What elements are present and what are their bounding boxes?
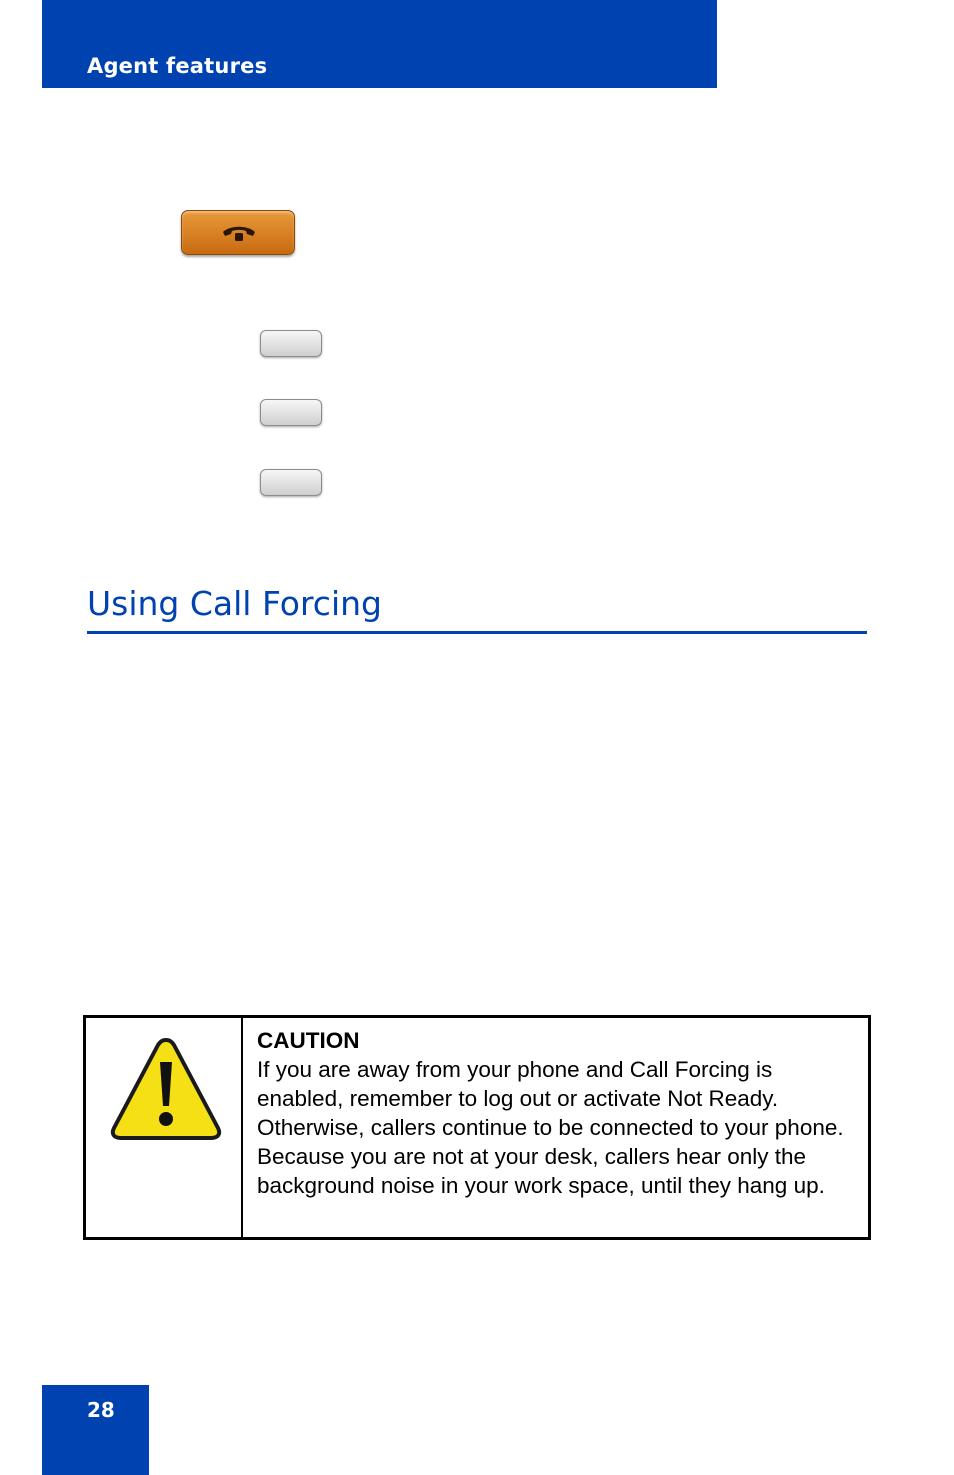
caution-text — [243, 1018, 868, 1237]
goodbye-key[interactable] — [181, 210, 295, 255]
section-rule — [87, 631, 867, 634]
warning-triangle-icon — [110, 1036, 222, 1142]
soft-key-3[interactable] — [260, 469, 322, 496]
page-number: 28 — [87, 1398, 115, 1422]
caution-icon-cell — [86, 1018, 243, 1237]
caution-box — [83, 1015, 871, 1240]
caution-body: If you are away from your phone and Call Forcing is enabled, remember to log out or activate Not Ready. Otherwise, callers continue to be connected to your phone. Because you are not at your desk, callers hear only the background noise in your work space, until they hang up. — [257, 1057, 844, 1198]
header-title: Agent features — [87, 54, 268, 78]
soft-key-1[interactable] — [260, 330, 322, 357]
soft-key-2[interactable] — [260, 399, 322, 426]
caution-heading: CAUTION — [257, 1028, 360, 1053]
page-tab — [42, 1385, 149, 1475]
header-bar — [42, 0, 717, 88]
section-title: Using Call Forcing — [87, 584, 382, 623]
handset-icon — [220, 223, 258, 245]
